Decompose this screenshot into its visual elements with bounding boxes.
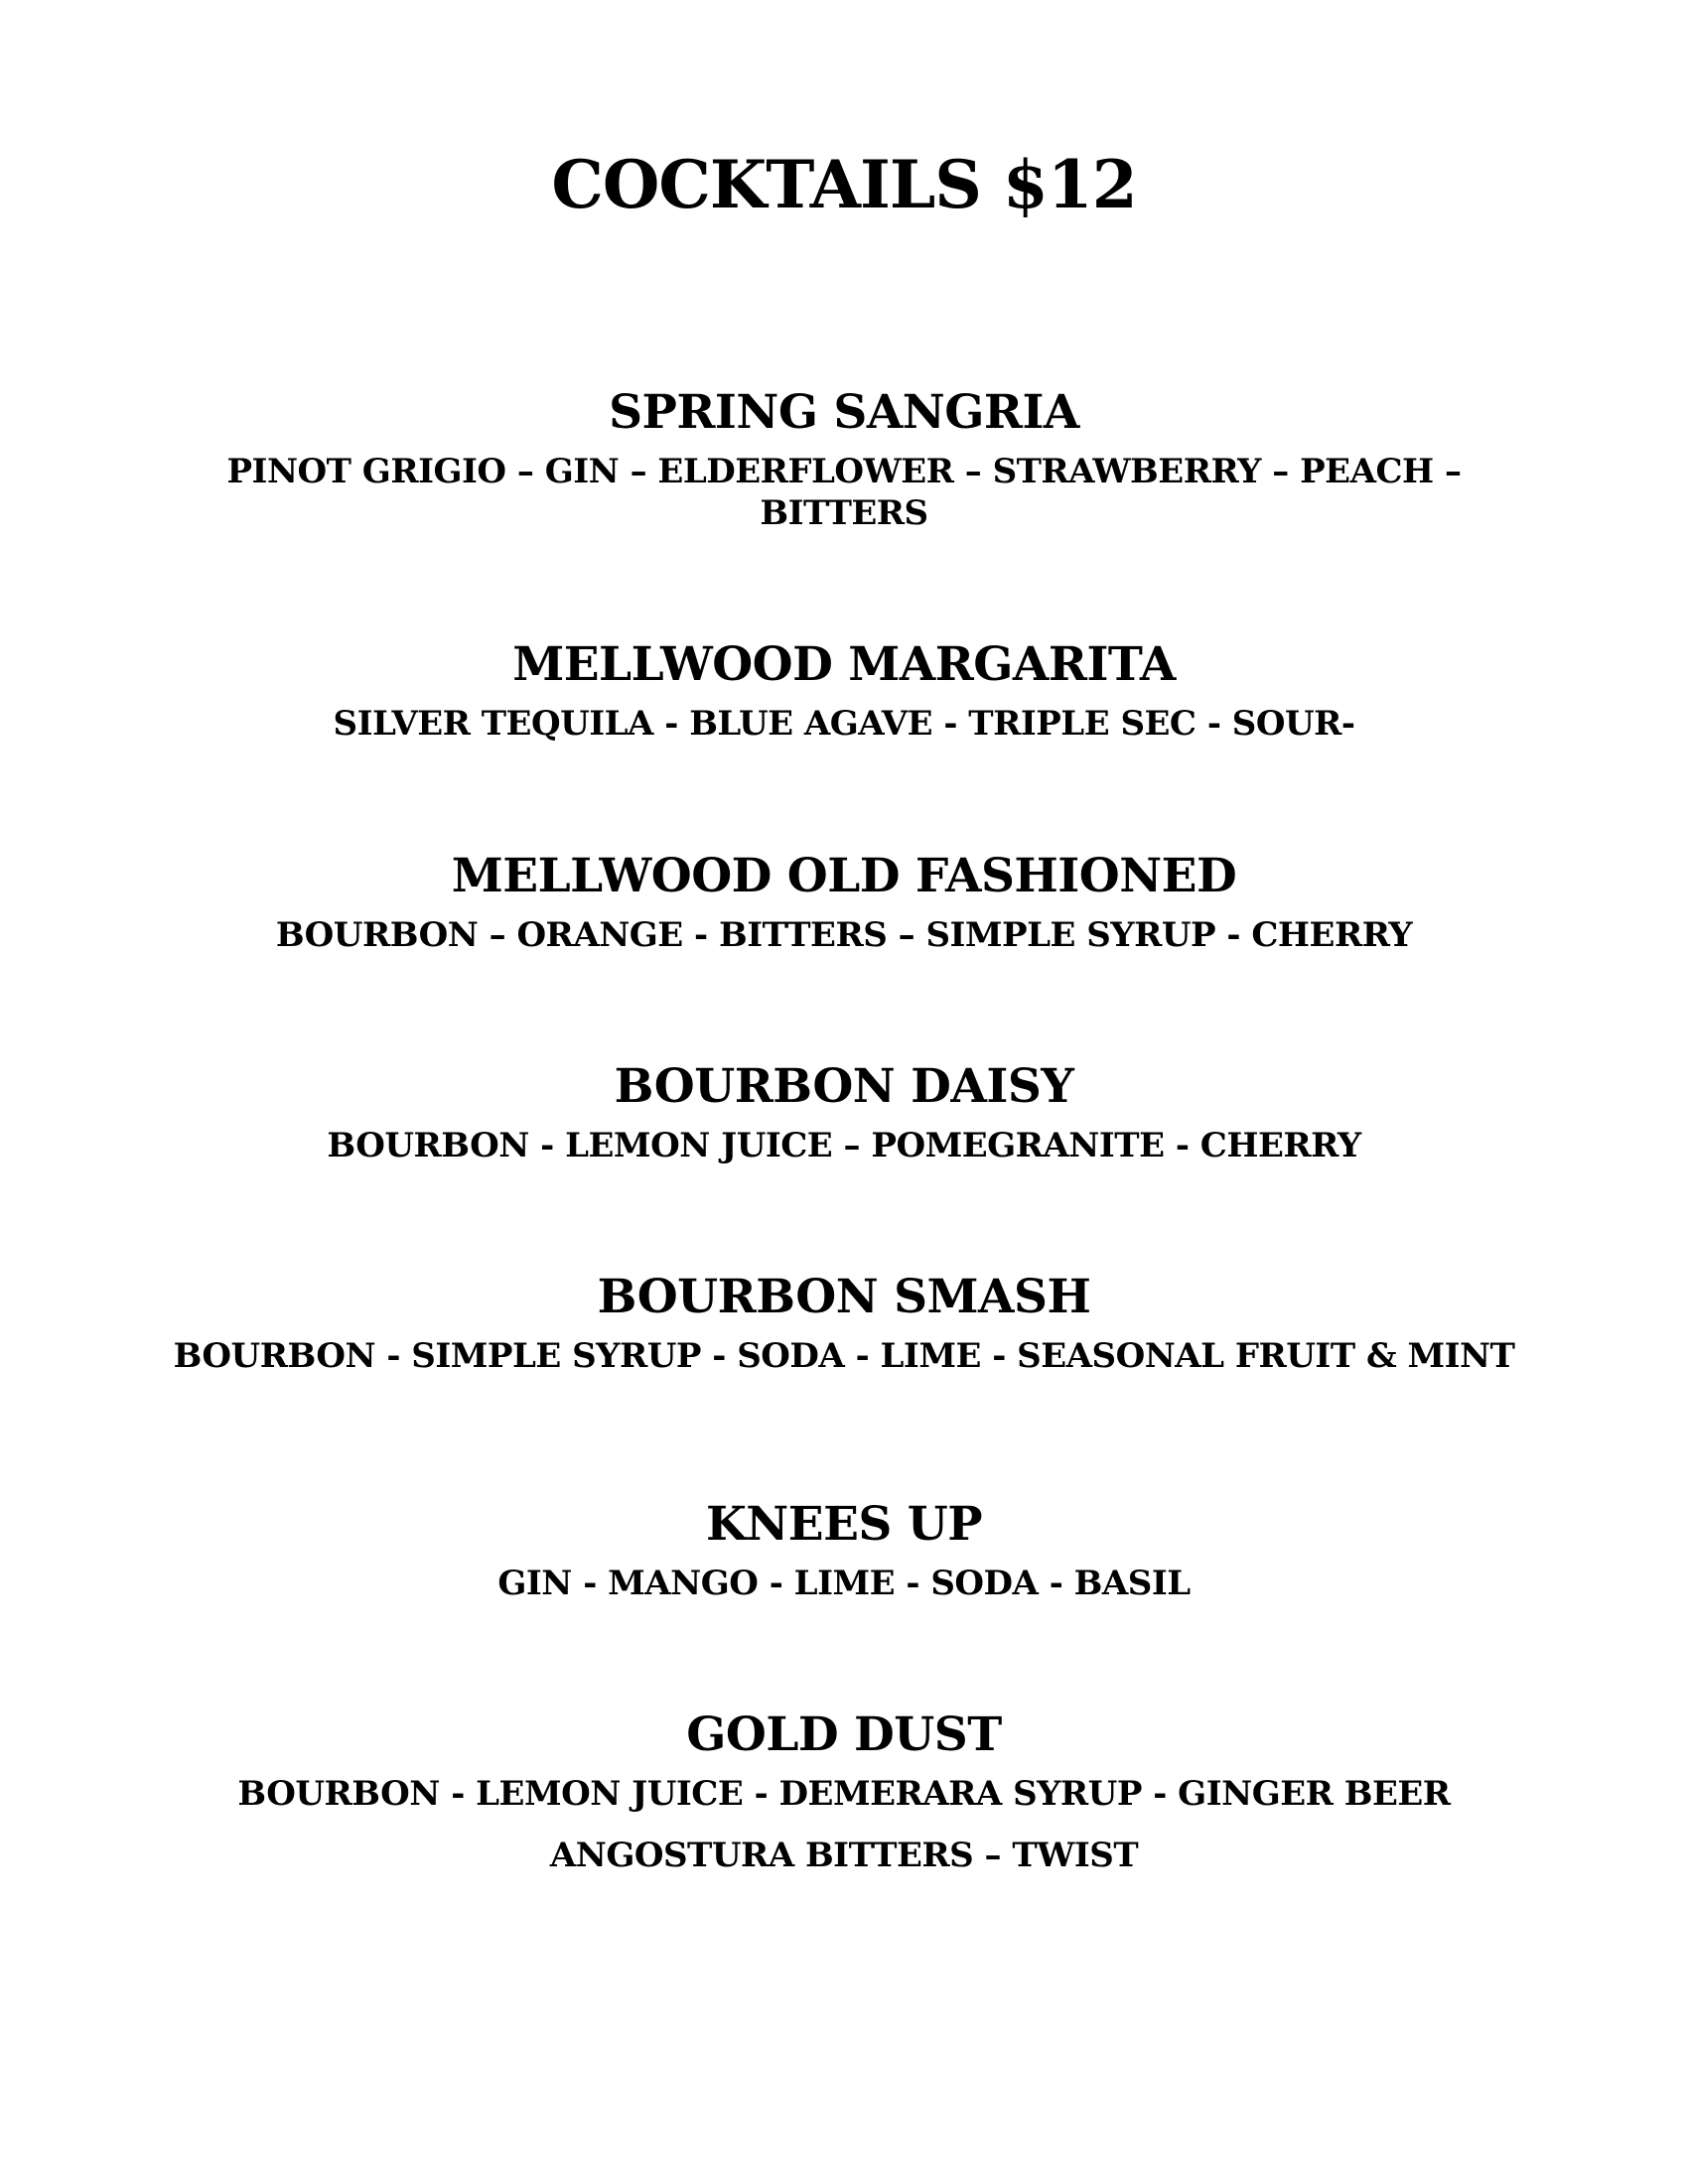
- menu-item-mellwood-margarita: [0, 635, 1688, 745]
- menu-item-bourbon-daisy: [0, 1057, 1688, 1166]
- item-name: MELLWOOD MARGARITA: [512, 637, 1176, 692]
- item-description: BOURBON - LEMON JUICE - DEMERARA SYRUP - GINGER BEER: [237, 1774, 1451, 1814]
- page-title: COCKTAILS $12: [551, 146, 1137, 223]
- item-name: BOURBON DAISY: [614, 1059, 1074, 1114]
- item-name: BOURBON SMASH: [597, 1270, 1091, 1324]
- menu-item-bourbon-smash: [0, 1268, 1688, 1377]
- menu-item-knees-up: [0, 1495, 1688, 1604]
- menu-item-gold-dust: [0, 1706, 1688, 1876]
- item-name: KNEES UP: [705, 1497, 983, 1552]
- item-description: SILVER TEQUILA - BLUE AGAVE - TRIPLE SEC - SOUR-: [333, 704, 1355, 744]
- item-description: BOURBON - LEMON JUICE – POMEGRANITE - CHERRY: [327, 1126, 1361, 1165]
- menu-item-spring-sangria: [0, 383, 1688, 534]
- item-name: MELLWOOD OLD FASHIONED: [451, 849, 1237, 903]
- item-description-line-2: ANGOSTURA BITTERS – TWIST: [549, 1836, 1139, 1875]
- item-description: GIN - MANGO - LIME - SODA - BASIL: [497, 1564, 1191, 1603]
- item-name: GOLD DUST: [686, 1707, 1002, 1762]
- item-description: BOURBON – ORANGE - BITTERS – SIMPLE SYRUP - CHERRY: [275, 915, 1413, 955]
- item-description: BOURBON - SIMPLE SYRUP - SODA - LIME - SEASONAL FRUIT & MINT: [173, 1336, 1515, 1376]
- item-name: SPRING SANGRIA: [609, 385, 1079, 440]
- item-description: PINOT GRIGIO – GIN – ELDERFLOWER – STRAWBERRY – PEACH – BITTERS: [226, 452, 1462, 533]
- menu-item-mellwood-old-fashioned: [0, 847, 1688, 956]
